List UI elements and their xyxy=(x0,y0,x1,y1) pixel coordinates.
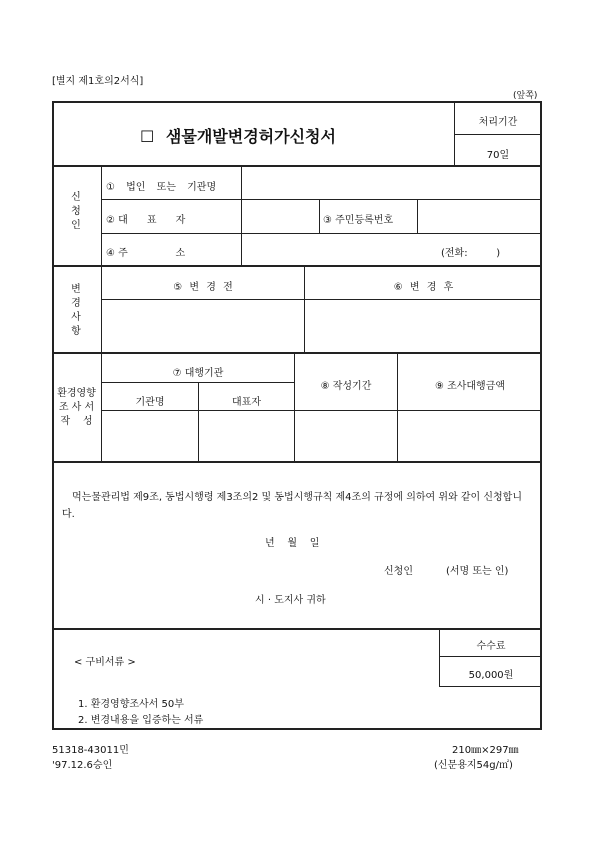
agency-label: ⑦ 대행기관 xyxy=(172,368,224,379)
survey-section-label: 환경영향 조 사 서 작 성 xyxy=(57,388,96,427)
address-label: ④ 주 소 xyxy=(106,248,186,259)
applicant-signature-label: 신청인 xyxy=(384,566,413,577)
paper-size: 210㎜×297㎜ xyxy=(452,745,519,756)
resident-number-label: ③ 주민등록번호 xyxy=(323,215,394,226)
approval-date: '97.12.6승인 xyxy=(52,760,113,771)
checkbox-icon: ☐ xyxy=(140,127,155,146)
required-document-item: 2. 변경내용을 입증하는 서류 xyxy=(78,715,204,726)
representative-label: ② 대 표 자 xyxy=(106,215,186,226)
before-change-label: ⑤ 변 경 전 xyxy=(173,282,233,293)
fee-label: 수수료 xyxy=(476,641,506,652)
after-change-label: ⑥ 변 경 후 xyxy=(393,282,454,293)
date-line: 년 월 일 xyxy=(265,538,320,549)
required-document-item: 1. 환경영향조사서 50부 xyxy=(78,699,184,710)
processing-period-label: 처리기간 xyxy=(478,117,518,128)
application-statement: 먹는물관리법 제9조, 동법시행령 제3조의2 및 동법시행규칙 제4조의 규정에 의하여 위와 같이 신청합니다. xyxy=(62,492,522,520)
signature-seal-label: (서명 또는 인) xyxy=(446,566,509,577)
company-name-label: ① 법인 또는 기관명 xyxy=(106,182,217,193)
agency-name-label: 기관명 xyxy=(135,397,165,408)
page-side-label: (앞쪽) xyxy=(513,91,538,101)
form-title: ☐ 샘물개발변경허가신청서 xyxy=(140,127,336,146)
form-number: [별지 제1호의2서식] xyxy=(52,76,144,87)
required-documents-heading: < 구비서류 > xyxy=(74,657,136,668)
change-section-label: 변 경 사 항 xyxy=(71,284,81,337)
applicant-section-label: 신 청 인 xyxy=(71,192,81,231)
processing-period-value: 70일 xyxy=(486,150,510,161)
addressee-label: 시 · 도지사 귀하 xyxy=(255,595,326,606)
agency-representative-label: 대표자 xyxy=(232,397,261,408)
paper-type: (신문용지54g/㎡) xyxy=(434,760,513,771)
fee-value: 50,000원 xyxy=(468,670,514,681)
form-code: 51318-43011민 xyxy=(52,745,129,756)
survey-amount-label: ⑨ 조사대행금액 xyxy=(434,381,506,392)
survey-period-label: ⑧ 작성기간 xyxy=(320,381,372,392)
phone-label: (전화: ) xyxy=(441,248,501,259)
form-frame xyxy=(52,101,542,730)
